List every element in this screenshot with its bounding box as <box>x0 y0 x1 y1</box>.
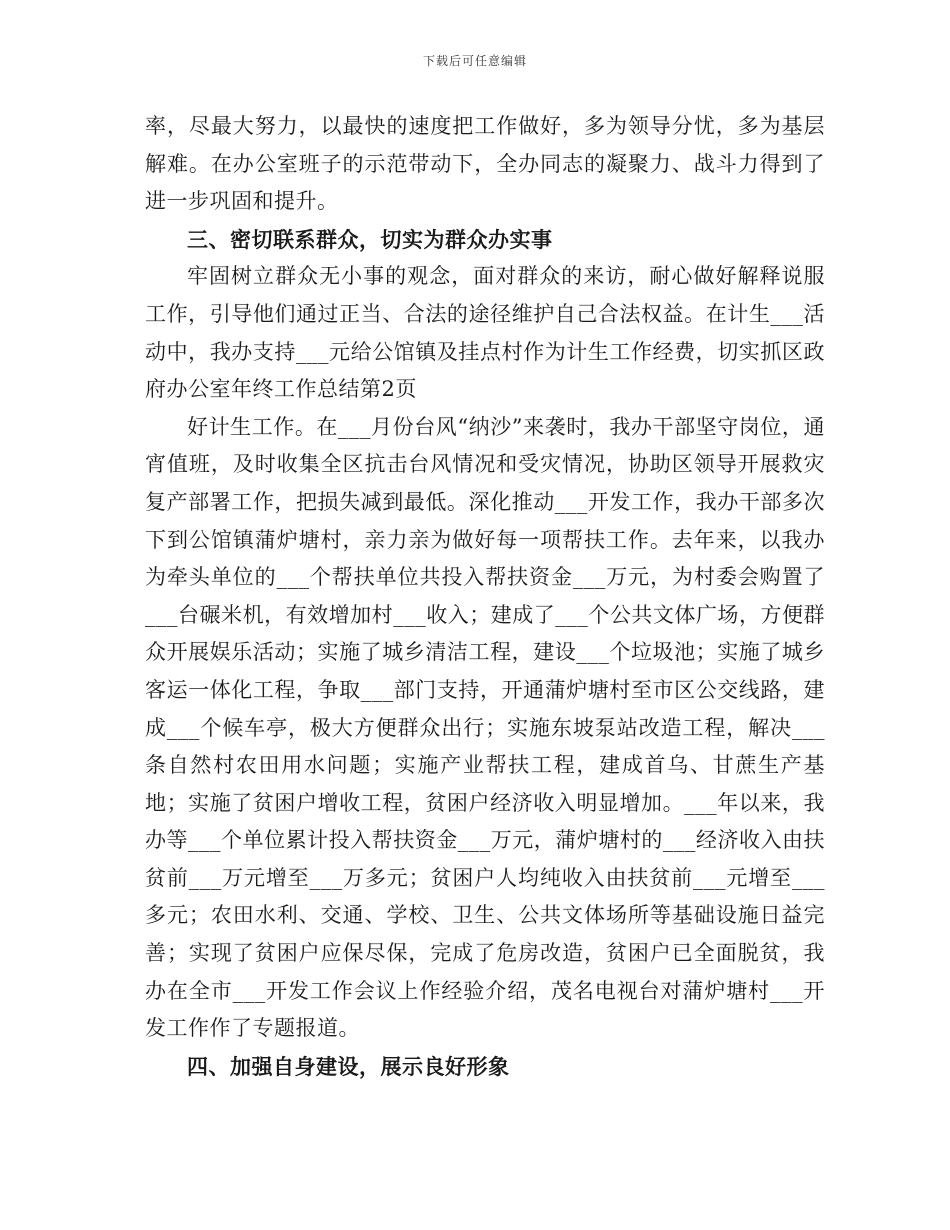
section-heading-4: 四、加强自身建设，展示良好形象 <box>187 1053 510 1079</box>
download-note: 下载后可任意编辑 <box>422 54 527 68</box>
paragraph-mass-contact: 牢固树立群众无小事的观念，面对群众的来访，耐心做好解释说服工作，引导他们通过正当、合法的途径维护自己合法权益。在计生___活动中，我办支持___元给公馆镇及挂点村作为计生工作经费，切实抓区政府办公室年终工作总结第2页 <box>145 264 825 402</box>
section-heading-3: 三、密切联系群众，切实为群众办实事 <box>187 226 553 252</box>
paragraph-continuation: 率，尽最大努力，以最快的速度把工作做好，多为领导分忧，多为基层解难。在办公室班子的示范带动下，全办同志的凝聚力、战斗力得到了进一步巩固和提升。 <box>145 114 825 214</box>
document-body <box>145 108 825 1085</box>
paragraph-poverty-aid: 好计生工作。在___月份台风“纳沙”来袭时，我办干部坚守岗位，通宵值班，及时收集全区抗击台风情况和受灾情况，协助区领导开展救灾复产部署工作，把损失减到最低。深化推动___开发工作，我办干部多次下到公馆镇蒲炉塘村，亲力亲为做好每一项帮扶工作。去年来，以我办为牵头单位的___个帮扶单位共投入帮扶资金___万元，为村委会购置了___台碾米机，有效增加村___收入；建成了___个公共文体广场，方便群众开展娱乐活动；实施了城乡清洁工程，建设___个垃圾池；实施了城乡客运一体化工程，争取___部门支持，开通蒲炉塘村至市区公交线路，建成___个候车亭，极大方便群众出行；实施东坡泵站改造工程，解决___条自然村农田用水问题；实施产业帮扶工程，建成首乌、甘蔗生产基地；实施了贫困户增收工程，贫困户经济收入明显增加。___年以来，我办等___个单位累计投入帮扶资金___万元，蒲炉塘村的___经济收入由扶贫前___万元增至___万多元；贫困户人均纯收入由扶贫前___元增至___多元；农田水利、交通、学校、卫生、公共文体场所等基础设施日益完善；实现了贫困户应保尽保，完成了危房改造，贫困户已全面脱贫，我办在全市___开发工作会议上作经验介绍，茂名电视台对蒲炉塘村___开发工作作了专题报道。 <box>145 414 825 1041</box>
